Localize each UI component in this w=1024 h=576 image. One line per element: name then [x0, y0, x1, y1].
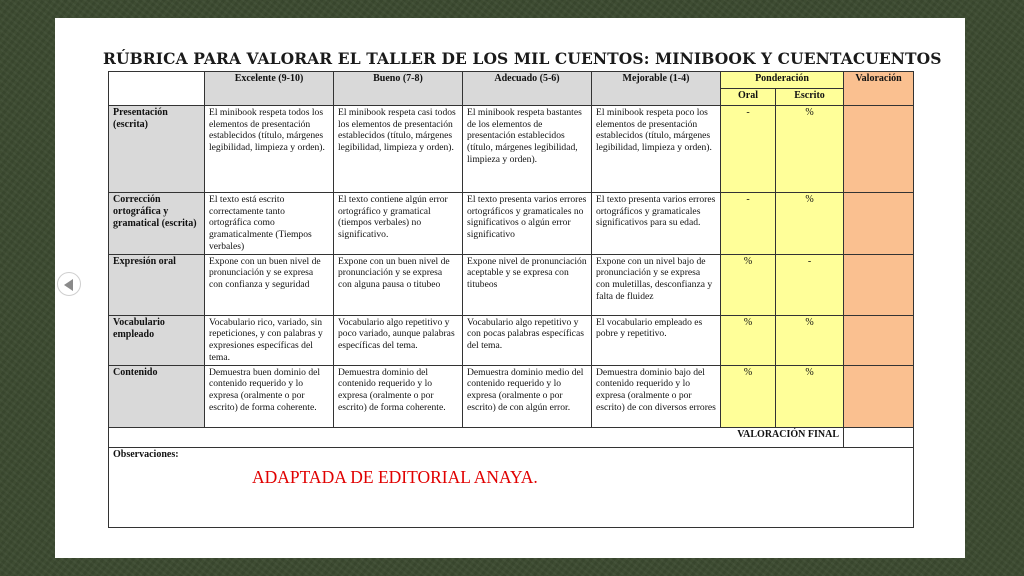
cell-correccion-mejorable: El texto presenta varios errores ortográficos y gramaticales significativos para su edad.: [592, 193, 721, 255]
rubric-row-vocabulario: [109, 315, 914, 365]
cell-presentacion-mejorable: El minibook respeta poco los elementos de presentación establecidos (título, márgenes legibilidad, limpieza y orden).: [592, 106, 721, 193]
rubric-row-contenido: [109, 365, 914, 427]
header-ponderacion: Ponderación: [721, 72, 844, 89]
slide: [55, 18, 965, 558]
oral-correccion: -: [721, 193, 776, 255]
criterion-vocabulario: Vocabulario empleado: [109, 315, 205, 365]
escrito-vocabulario: %: [776, 315, 844, 365]
oral-expresion: %: [721, 254, 776, 315]
rubric-row-presentacion: [109, 106, 914, 193]
cell-correccion-bueno: El texto contiene algún error ortográfico y gramatical (tiempos verbales) no significativo.: [334, 193, 463, 255]
escrito-contenido: %: [776, 365, 844, 427]
criterion-presentacion: Presentación (escrita): [109, 106, 205, 193]
cell-expresion-mejorable: Expone con un nivel bajo de pronunciación y se expresa con muletillas, desconfianza y falta de fluidez: [592, 254, 721, 315]
valoracion-correccion: [844, 193, 914, 255]
criterion-contenido: Contenido: [109, 365, 205, 427]
corner-cell: [109, 72, 205, 106]
cell-vocabulario-excelente: Vocabulario rico, variado, sin repeticiones, y con palabras y expresiones específicas del tema.: [205, 315, 334, 365]
escrito-correccion: %: [776, 193, 844, 255]
valoracion-expresion: [844, 254, 914, 315]
cell-vocabulario-bueno: Vocabulario algo repetitivo y poco variado, aunque palabras específicas del tema.: [334, 315, 463, 365]
rubric-table: [108, 71, 914, 528]
cell-correccion-adecuado: El texto presenta varios errores ortográficos y gramaticales no significativos o algún error significativo: [463, 193, 592, 255]
page-title: RÚBRICA PARA VALORAR EL TALLER DE LOS MIL CUENTOS: MINIBOOK Y CUENTACUENTOS: [103, 49, 942, 68]
valoracion-final-value: [844, 427, 914, 447]
previous-slide-button[interactable]: [57, 272, 81, 296]
oral-vocabulario: %: [721, 315, 776, 365]
valoracion-contenido: [844, 365, 914, 427]
final-row: [109, 427, 914, 447]
cell-contenido-adecuado: Demuestra dominio medio del contenido requerido y lo expresa (oralmente o por escrito) de con algún error.: [463, 365, 592, 427]
criterion-expresion: Expresión oral: [109, 254, 205, 315]
cell-correccion-excelente: El texto está escrito correctamente tanto ortográfica como gramaticalmente (Tiempos verbales): [205, 193, 334, 255]
header-mejorable: Mejorable (1-4): [592, 72, 721, 106]
valoracion-presentacion: [844, 106, 914, 193]
valoracion-final-label: VALORACIÓN FINAL: [109, 427, 844, 447]
cell-presentacion-excelente: El minibook respeta todos los elementos de presentación establecidos (título, márgenes legibilidad, limpieza y orden).: [205, 106, 334, 193]
cell-vocabulario-mejorable: El vocabulario empleado es pobre y repetitivo.: [592, 315, 721, 365]
valoracion-vocabulario: [844, 315, 914, 365]
cell-presentacion-bueno: El minibook respeta casi todos los elementos de presentación establecidos (título, márgenes legibilidad, limpieza y orden).: [334, 106, 463, 193]
header-excelente: Excelente (9-10): [205, 72, 334, 106]
rubric-row-correccion: [109, 193, 914, 255]
cell-vocabulario-adecuado: Vocabulario algo repetitivo y con pocas palabras específicas del tema.: [463, 315, 592, 365]
adaptada-note: ADAPTADA DE EDITORIAL ANAYA.: [252, 467, 538, 487]
cell-presentacion-adecuado: El minibook respeta bastantes de los elementos de presentación establecidos (título, márgenes legibilidad, limpieza y orden).: [463, 106, 592, 193]
cell-expresion-adecuado: Expone nivel de pronunciación aceptable y se expresa con titubeos: [463, 254, 592, 315]
criterion-correccion: Corrección ortográfica y gramatical (escrita): [109, 193, 205, 255]
header-escrito: Escrito: [776, 89, 844, 106]
rubric-row-expresion: [109, 254, 914, 315]
observaciones-label: Observaciones:: [109, 447, 914, 527]
header-oral: Oral: [721, 89, 776, 106]
header-valoracion: Valoración: [844, 72, 914, 106]
cell-contenido-bueno: Demuestra dominio del contenido requerido y lo expresa (oralmente o por escrito) de forma coherente.: [334, 365, 463, 427]
previous-slide-icon: [64, 279, 73, 291]
header-adecuado: Adecuado (5-6): [463, 72, 592, 106]
header-bueno: Bueno (7-8): [334, 72, 463, 106]
cell-contenido-excelente: Demuestra buen dominio del contenido requerido y lo expresa (oralmente o por escrito) de forma coherente.: [205, 365, 334, 427]
cell-expresion-bueno: Expone con un buen nivel de pronunciación y se expresa con alguna pausa o titubeo: [334, 254, 463, 315]
oral-presentacion: -: [721, 106, 776, 193]
escrito-expresion: -: [776, 254, 844, 315]
oral-contenido: %: [721, 365, 776, 427]
escrito-presentacion: %: [776, 106, 844, 193]
cell-contenido-mejorable: Demuestra dominio bajo del contenido requerido y lo expresa (oralmente o por escrito) de con diversos errores: [592, 365, 721, 427]
cell-expresion-excelente: Expone con un buen nivel de pronunciación y se expresa con confianza y seguridad: [205, 254, 334, 315]
